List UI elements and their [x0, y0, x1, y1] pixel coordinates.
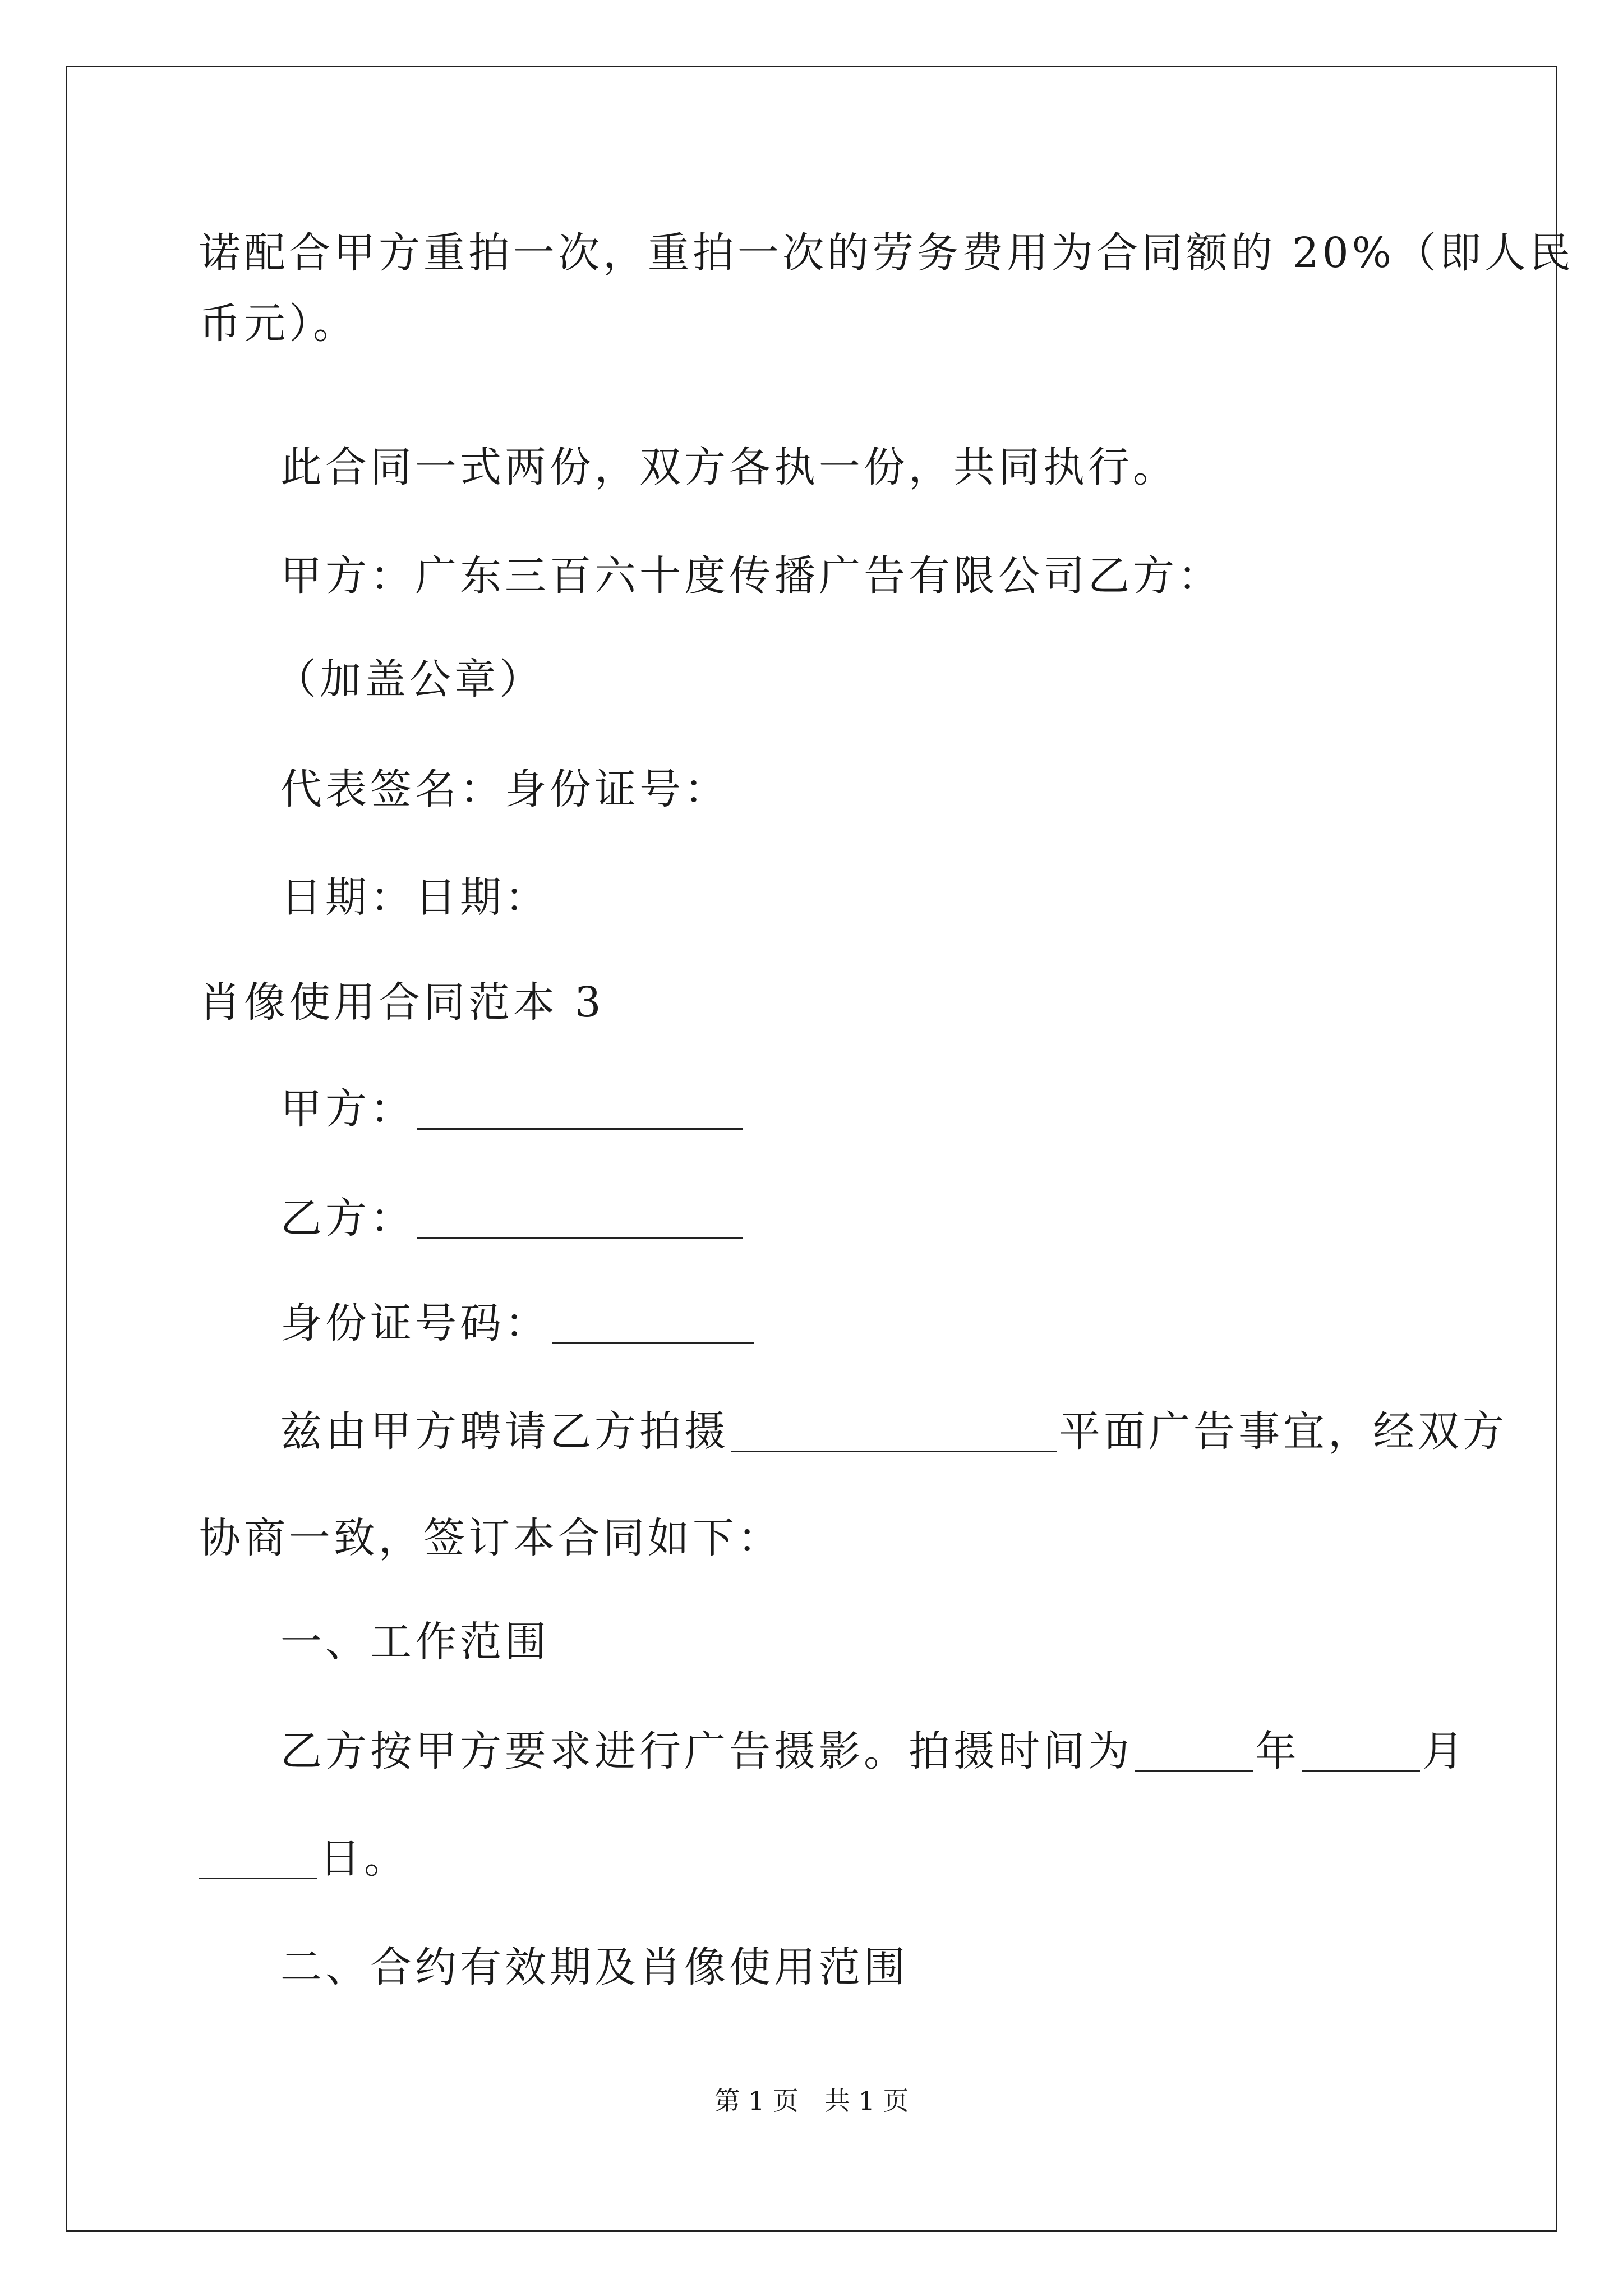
party-a-line	[280, 1085, 745, 1133]
work-year: 年	[1255, 1727, 1300, 1775]
month-blank	[1302, 1731, 1420, 1772]
hire-line-1	[280, 1407, 1507, 1456]
hire-blank	[731, 1411, 1057, 1452]
hire-text-after: 平面广告事宜，经双方	[1059, 1407, 1507, 1456]
page-footer: 第 1 页 共 1 页	[714, 2086, 909, 2116]
party-a-label: 甲方：	[280, 1085, 415, 1133]
page-border	[66, 66, 1557, 2232]
party-b-line	[280, 1194, 745, 1243]
section-1-title: 一、工作范围	[280, 1618, 550, 1666]
work-day: 日。	[319, 1834, 409, 1883]
text-line-6: 代表签名：身份证号：	[280, 765, 729, 813]
text-line-5: （加盖公章）	[275, 655, 544, 703]
text-line-7: 日期：日期：	[280, 873, 550, 922]
text-line-2: 币元）。	[199, 300, 358, 348]
day-blank	[199, 1838, 317, 1879]
party-b-label: 乙方：	[280, 1194, 415, 1243]
party-a-blank	[417, 1089, 743, 1130]
id-number-blank	[552, 1303, 754, 1344]
hire-text-before: 兹由甲方聘请乙方拍摄	[280, 1407, 729, 1456]
hire-line-2: 协商一致，签订本合同如下：	[199, 1514, 782, 1562]
text-line-3: 此合同一式两份，双方各执一份，共同执行。	[280, 443, 1178, 491]
section-heading: 肖像使用合同范本 3	[199, 978, 605, 1027]
section-2-title: 二、合约有效期及肖像使用范围	[280, 1943, 909, 1991]
id-number-line	[280, 1299, 756, 1347]
id-number-label: 身份证号码：	[280, 1299, 550, 1347]
work-line-2	[199, 1834, 409, 1883]
text-line-4: 甲方：广东三百六十度传播广告有限公司乙方：	[280, 552, 1223, 600]
work-line-1	[280, 1727, 1467, 1775]
work-month: 月	[1422, 1727, 1467, 1775]
year-blank	[1135, 1731, 1253, 1772]
party-b-blank	[417, 1198, 743, 1239]
work-text-before: 乙方按甲方要求进行广告摄影。拍摄时间为	[280, 1727, 1133, 1775]
text-line-1: 诺配合甲方重拍一次，重拍一次的劳务费用为合同额的 20%（即人民	[199, 229, 1574, 277]
